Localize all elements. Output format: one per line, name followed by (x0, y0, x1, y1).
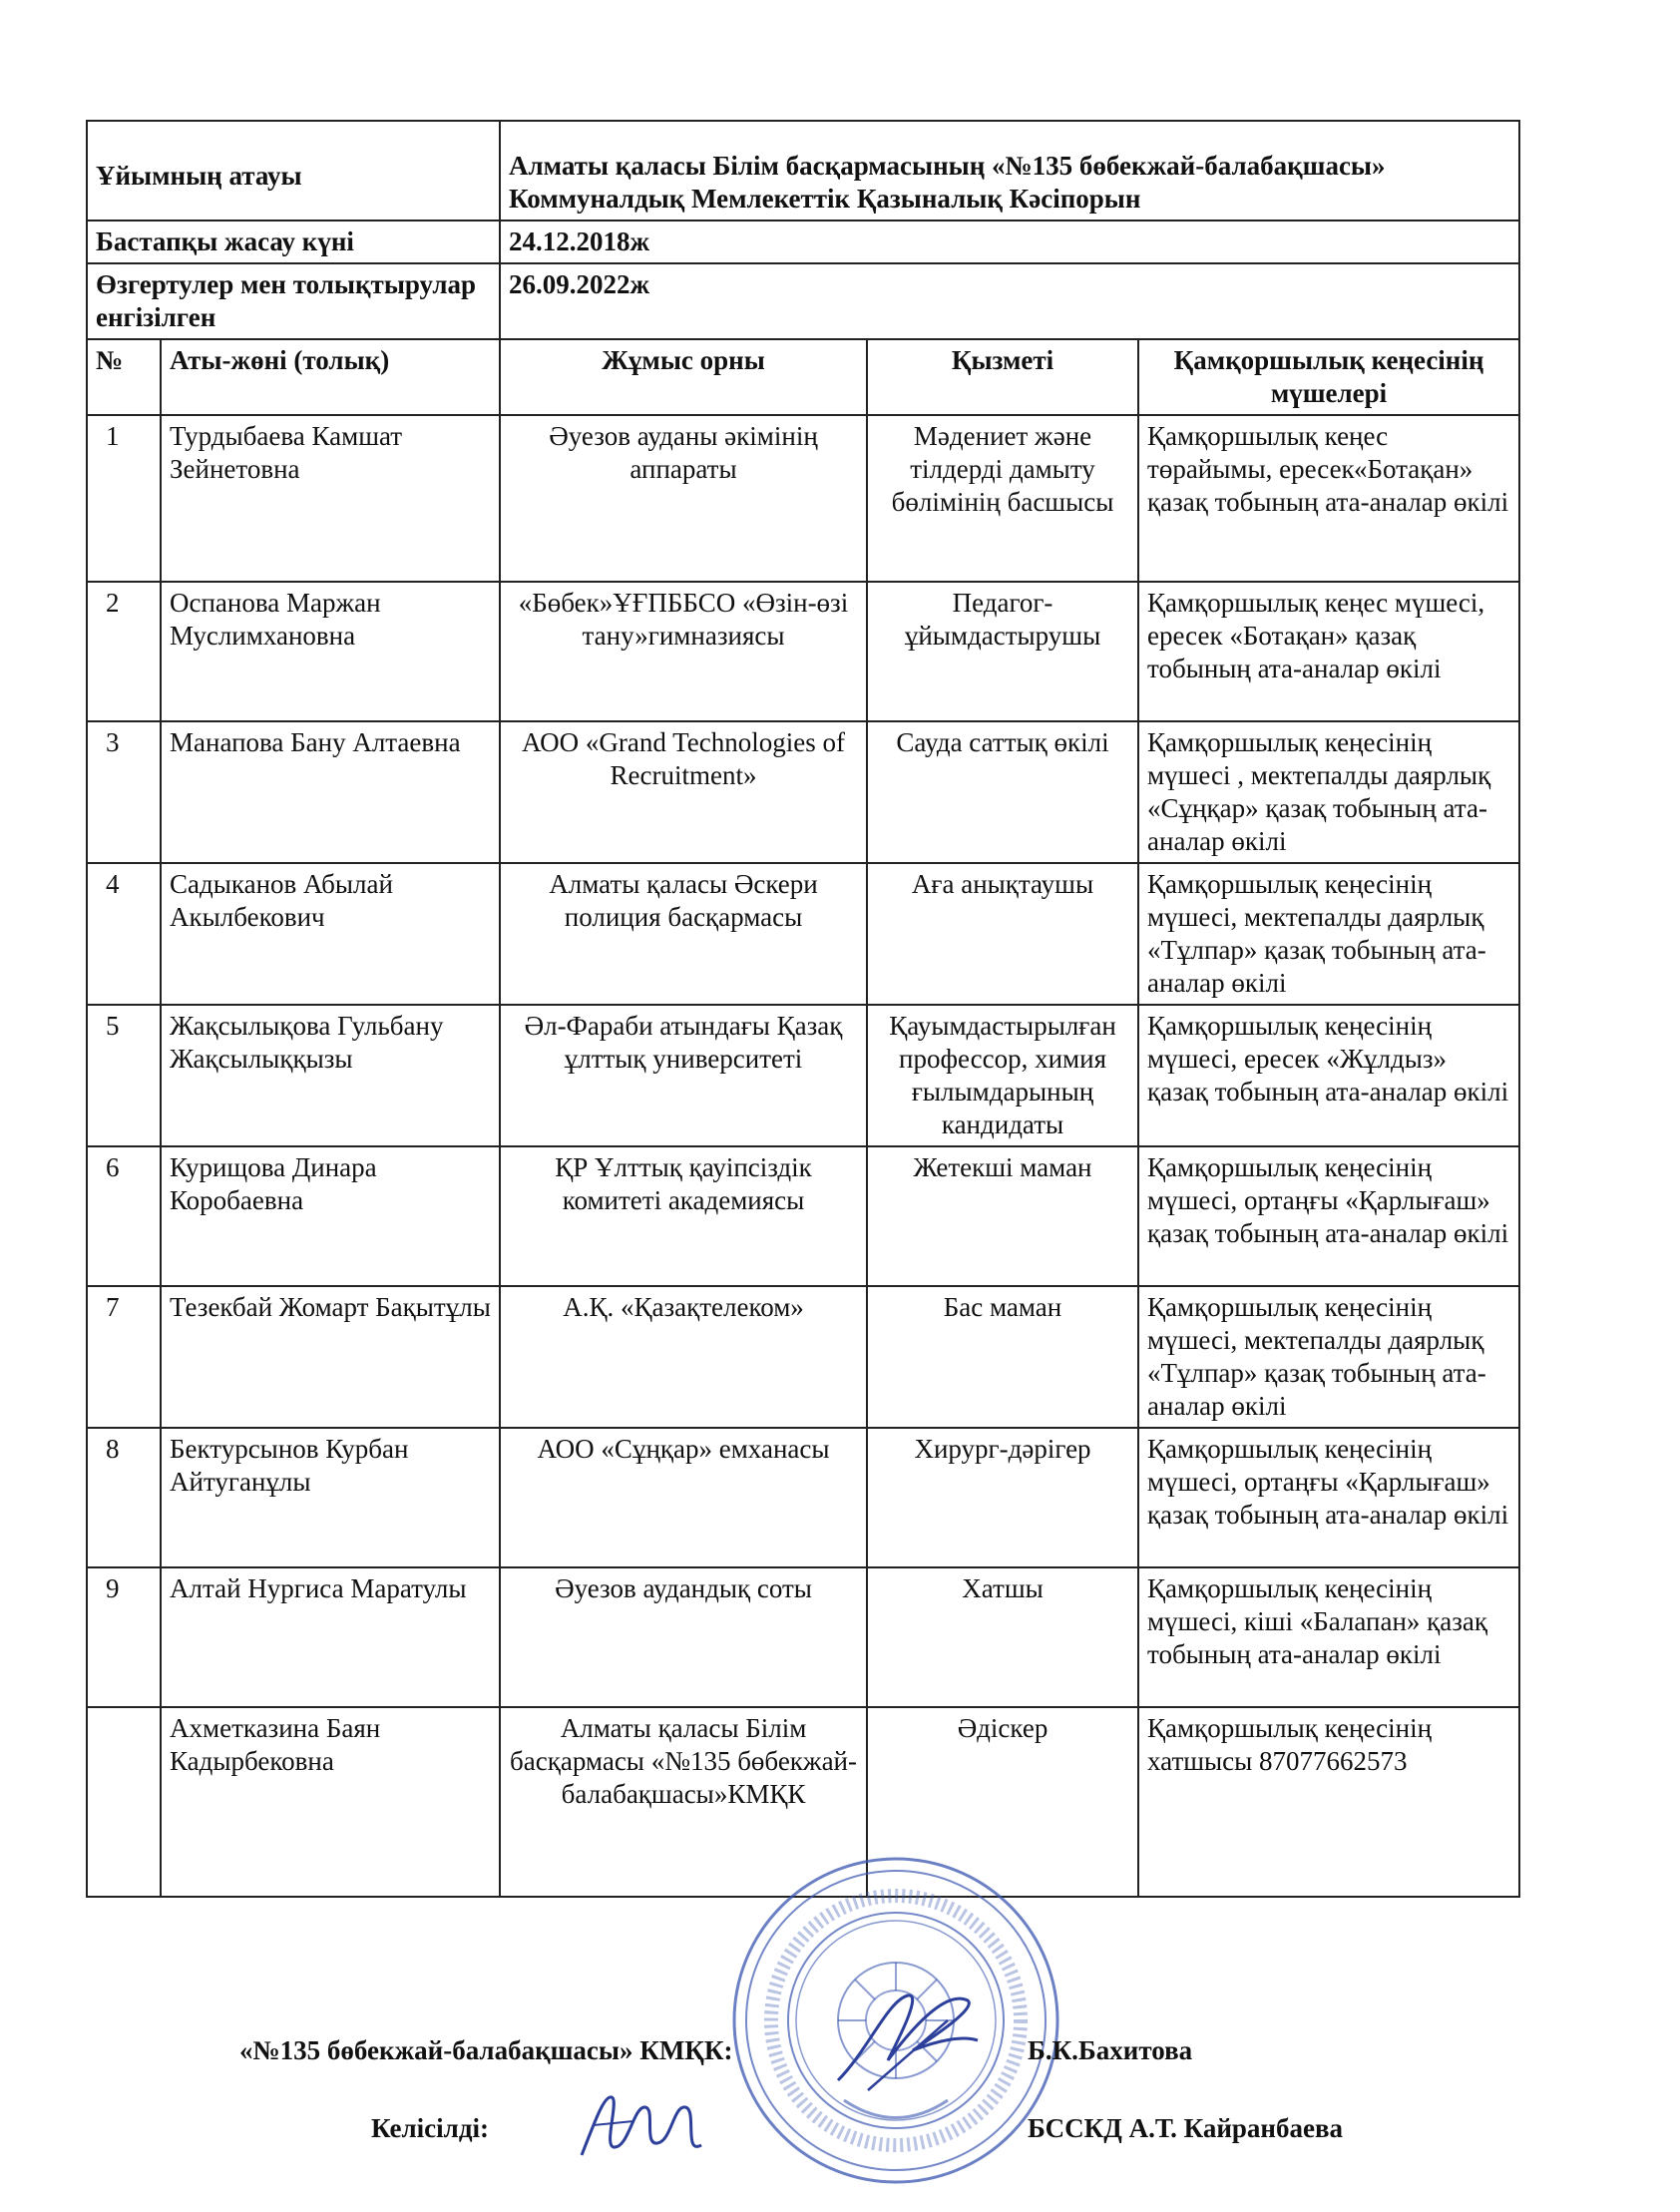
cell-work: А.Қ. «Қазақтелеком» (500, 1286, 867, 1428)
table-row (87, 863, 1519, 1005)
created-label: Бастапқы жасау күні (87, 221, 500, 263)
cell-num: 1 (87, 415, 161, 582)
council-table (86, 120, 1520, 1898)
cell-membership: Қамқоршылық кеңес төрайымы, ересек«Ботақан» қазақ тобының ата-аналар өкілі (1138, 415, 1519, 582)
cell-position: Қауымдастырылған профессор, химия ғылымдарының кандидаты (867, 1005, 1138, 1146)
cell-membership: Қамқоршылық кеңесінің мүшесі, кіші «Балапан» қазақ тобының ата-аналар өкілі (1138, 1567, 1519, 1707)
cell-num: 9 (87, 1567, 161, 1707)
col-position: Қызметі (867, 339, 1138, 415)
table-row (87, 415, 1519, 582)
cell-membership: Қамқоршылық кеңесінің хатшысы 87077662573 (1138, 1707, 1519, 1897)
changes-label: Өзгертулер мен толықтырулар енгізілген (87, 263, 500, 339)
cell-work: АОО «Сұңқар» емханасы (500, 1428, 867, 1567)
col-num: № (87, 339, 161, 415)
org-label: Ұйымның атауы (87, 121, 500, 221)
cell-name: Турдыбаева Камшат Зейнетовна (161, 415, 500, 582)
cell-num: 8 (87, 1428, 161, 1567)
cell-position: Педагог-ұйымдастырушы (867, 582, 1138, 721)
column-header-row (87, 339, 1519, 415)
cell-position: Әдіскер (867, 1707, 1138, 1897)
cell-name: Курищова Динара Коробаевна (161, 1146, 500, 1286)
cell-name: Садыканов Абылай Акылбекович (161, 863, 500, 1005)
created-value: 24.12.2018ж (500, 221, 1519, 263)
changes-value: 26.09.2022ж (500, 263, 1519, 339)
cell-num: 5 (87, 1005, 161, 1146)
cell-membership: Қамқоршылық кеңесінің мүшесі, ересек «Жұлдыз» қазақ тобының ата-аналар өкілі (1138, 1005, 1519, 1146)
cell-num (87, 1707, 161, 1897)
table-row (87, 1428, 1519, 1567)
cell-num: 4 (87, 863, 161, 1005)
cell-position: Хирург-дәрігер (867, 1428, 1138, 1567)
col-membership: Қамқоршылық кеңесінің мүшелері (1138, 339, 1519, 415)
cell-name: Алтай Нургиса Маратулы (161, 1567, 500, 1707)
table-row (87, 582, 1519, 721)
director-signature-icon (828, 1981, 988, 2100)
cell-name: Манапова Бану Алтаевна (161, 721, 500, 863)
org-row (87, 121, 1519, 221)
cell-work: АОО «Grand Technologies of Recruitment» (500, 721, 867, 863)
col-name: Аты-жөні (толық) (161, 339, 500, 415)
cell-work: ҚР Ұлттық қауіпсіздік комитеті академиясы (500, 1146, 867, 1286)
cell-work: Әл-Фараби атындағы Қазақ ұлттық университеті (500, 1005, 867, 1146)
cell-num: 3 (87, 721, 161, 863)
cell-name: Тезекбай Жомарт Бақытұлы (161, 1286, 500, 1428)
cell-name: Бектурсынов Курбан Айтуганұлы (161, 1428, 500, 1567)
cell-work: Әуезов аудандық соты (500, 1567, 867, 1707)
cell-membership: Қамқоршылық кеңесінің мүшесі , мектепалды даярлық «Сұңқар» қазақ тобының ата-аналар өкілі (1138, 721, 1519, 863)
cell-position: Мәдениет және тілдерді дамыту бөлімінің басшысы (867, 415, 1138, 582)
cell-name: Жақсылықова Гульбану Жақсылыққызы (161, 1005, 500, 1146)
table-row (87, 1286, 1519, 1428)
cell-name: Ахметказина Баян Кадырбековна (161, 1707, 500, 1897)
changes-row (87, 263, 1519, 339)
cell-position: Сауда саттық өкілі (867, 721, 1138, 863)
footer-agreed-name: БССКД А.Т. Кайранбаева (1028, 2113, 1344, 2143)
cell-num: 6 (87, 1146, 161, 1286)
cell-num: 2 (87, 582, 161, 721)
footer-org: «№135 бөбекжай-балабақшасы» КМҚК: (239, 2035, 733, 2065)
cell-membership: Қамқоршылық кеңес мүшесі, ересек «Ботақан» қазақ тобының ата-аналар өкілі (1138, 582, 1519, 721)
cell-work: «Бөбек»ҰҒПББСО «Өзін-өзі тану»гимназиясы (500, 582, 867, 721)
cell-position: Хатшы (867, 1567, 1138, 1707)
cell-work: Алматы қаласы Білім басқармасы «№135 бөбекжай-балабақшасы»КМҚК (500, 1707, 867, 1897)
agreed-signature-icon (574, 2085, 713, 2170)
cell-membership: Қамқоршылық кеңесінің мүшесі, ортаңғы «Қарлығаш» қазақ тобының ата-аналар өкілі (1138, 1146, 1519, 1286)
created-row (87, 221, 1519, 263)
cell-num: 7 (87, 1286, 161, 1428)
member-rows (87, 415, 1519, 1897)
footer-agreed-label: Келісілді: (371, 2113, 489, 2143)
cell-position: Жетекші маман (867, 1146, 1138, 1286)
cell-position: Бас маман (867, 1286, 1138, 1428)
cell-position: Аға анықтаушы (867, 863, 1138, 1005)
table-row (87, 1146, 1519, 1286)
table-row (87, 1005, 1519, 1146)
footer-director: Б.К.Бахитова (1028, 2035, 1193, 2065)
cell-membership: Қамқоршылық кеңесінің мүшесі, мектепалды даярлық «Тұлпар» қазақ тобының ата-аналар өкілі (1138, 863, 1519, 1005)
table-row (87, 721, 1519, 863)
cell-name: Оспанова Маржан Муслимхановна (161, 582, 500, 721)
cell-work: Алматы қаласы Әскери полиция басқармасы (500, 863, 867, 1005)
col-work: Жұмыс орны (500, 339, 867, 415)
org-name: Алматы қаласы Білім басқармасының «№135 бөбекжай-балабақшасы» Коммуналдық Мемлекеттік Қазыналық Кәсіпорын (500, 121, 1519, 221)
cell-membership: Қамқоршылық кеңесінің мүшесі, мектепалды даярлық «Тұлпар» қазақ тобының ата-аналар өкілі (1138, 1286, 1519, 1428)
table-row (87, 1567, 1519, 1707)
cell-work: Әуезов ауданы әкімінің аппараты (500, 415, 867, 582)
cell-membership: Қамқоршылық кеңесінің мүшесі, ортаңғы «Қарлығаш» қазақ тобының ата-аналар өкілі (1138, 1428, 1519, 1567)
